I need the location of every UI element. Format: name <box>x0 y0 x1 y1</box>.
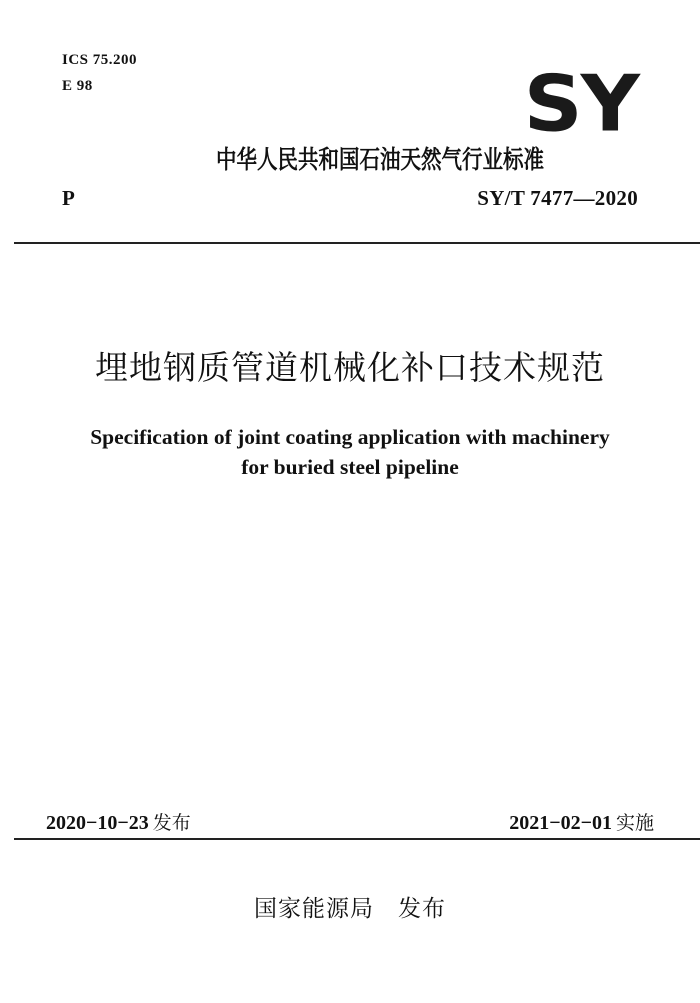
ics-code: ICS 75.200 <box>62 52 138 68</box>
category-code: E 98 <box>62 78 93 94</box>
issue-date-value: 2020−10−23 <box>46 812 149 834</box>
standard-type-text: 中华人民共和国石油天然气行业标准 <box>215 145 544 174</box>
publisher-name: 国家能源局 <box>254 896 374 922</box>
issue-date-label: 发布 <box>152 812 191 834</box>
title-english-line2: for buried steel pipeline <box>241 455 459 479</box>
implementation-date <box>509 808 654 835</box>
implementation-date-value: 2021−02−01 <box>509 812 612 834</box>
publisher-line <box>0 890 700 923</box>
issue-date <box>46 808 191 835</box>
top-divider <box>14 242 700 244</box>
bottom-divider <box>14 838 700 840</box>
title-english-line1: Specification of joint coating application with machinery <box>90 425 610 449</box>
standard-code: SY/T 7477—2020 <box>477 186 638 210</box>
standard-type <box>0 140 700 176</box>
classification-letter: P <box>62 186 75 210</box>
title-chinese: 埋地钢质管道机械化补口技术规范 <box>95 348 605 387</box>
sy-logo: SY <box>523 59 638 150</box>
publish-label: 发布 <box>398 896 446 922</box>
implementation-date-label: 实施 <box>615 812 654 834</box>
